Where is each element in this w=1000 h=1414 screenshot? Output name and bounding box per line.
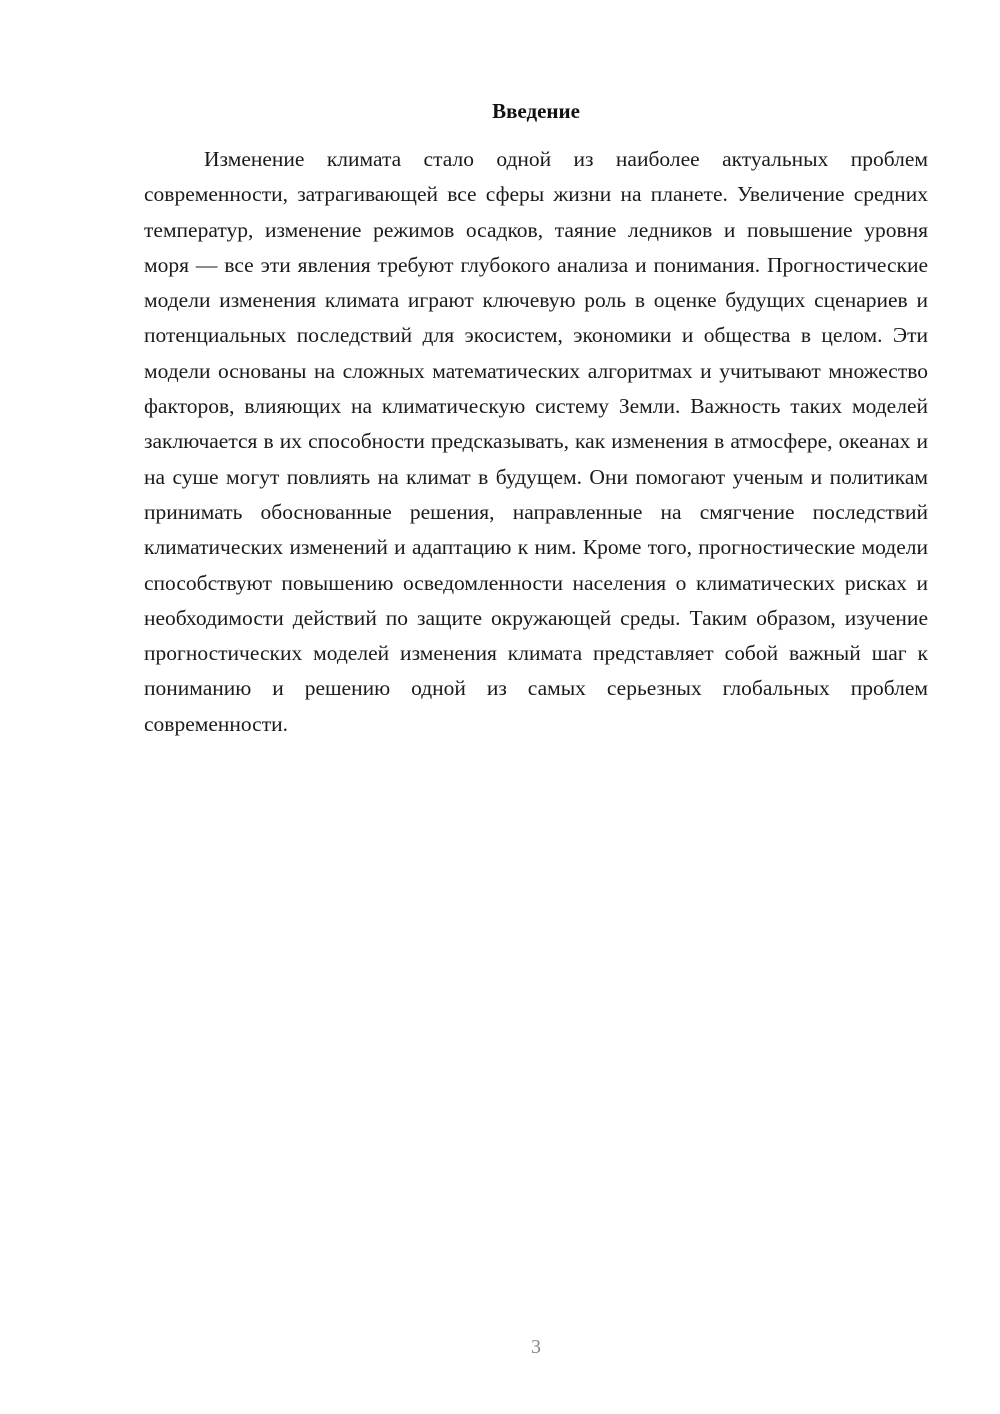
body-paragraph: Изменение климата стало одной из наиболее актуальных проблем современности, затрагивающей все сферы жизни на планете. Увеличение средних температур, изменение режимов осадков, таяние ледников и повышение уровня моря — все эти явления требуют глубокого анализа и понимания. Прогностические модели изменения климата играют ключевую роль в оценке будущих сценариев и потенциальных последствий для экосистем, экономики и общества в целом. Эти модели основаны на сложных математических алгоритмах и учитывают множество факторов, влияющих на климатическую систему Земли. Важность таких моделей заключается в их способности предсказывать, как изменения в атмосфере, океанах и на суше могут повлиять на климат в будущем. Они помогают ученым и политикам принимать обоснованные решения, направленные на смягчение последствий климатических изменений и адаптацию к ним. Кроме того, прогностические модели способствуют повышению осведомленности населения о климатических рисках и необходимости действий по защите окружающей среды. Таким образом, изучение прогностических моделей изменения климата представляет собой важный шаг к пониманию и решению одной из самых серьезных глобальных проблем современности.: [144, 147, 928, 736]
page-number: 3: [531, 1336, 541, 1358]
section-heading: Введение: [492, 99, 580, 123]
